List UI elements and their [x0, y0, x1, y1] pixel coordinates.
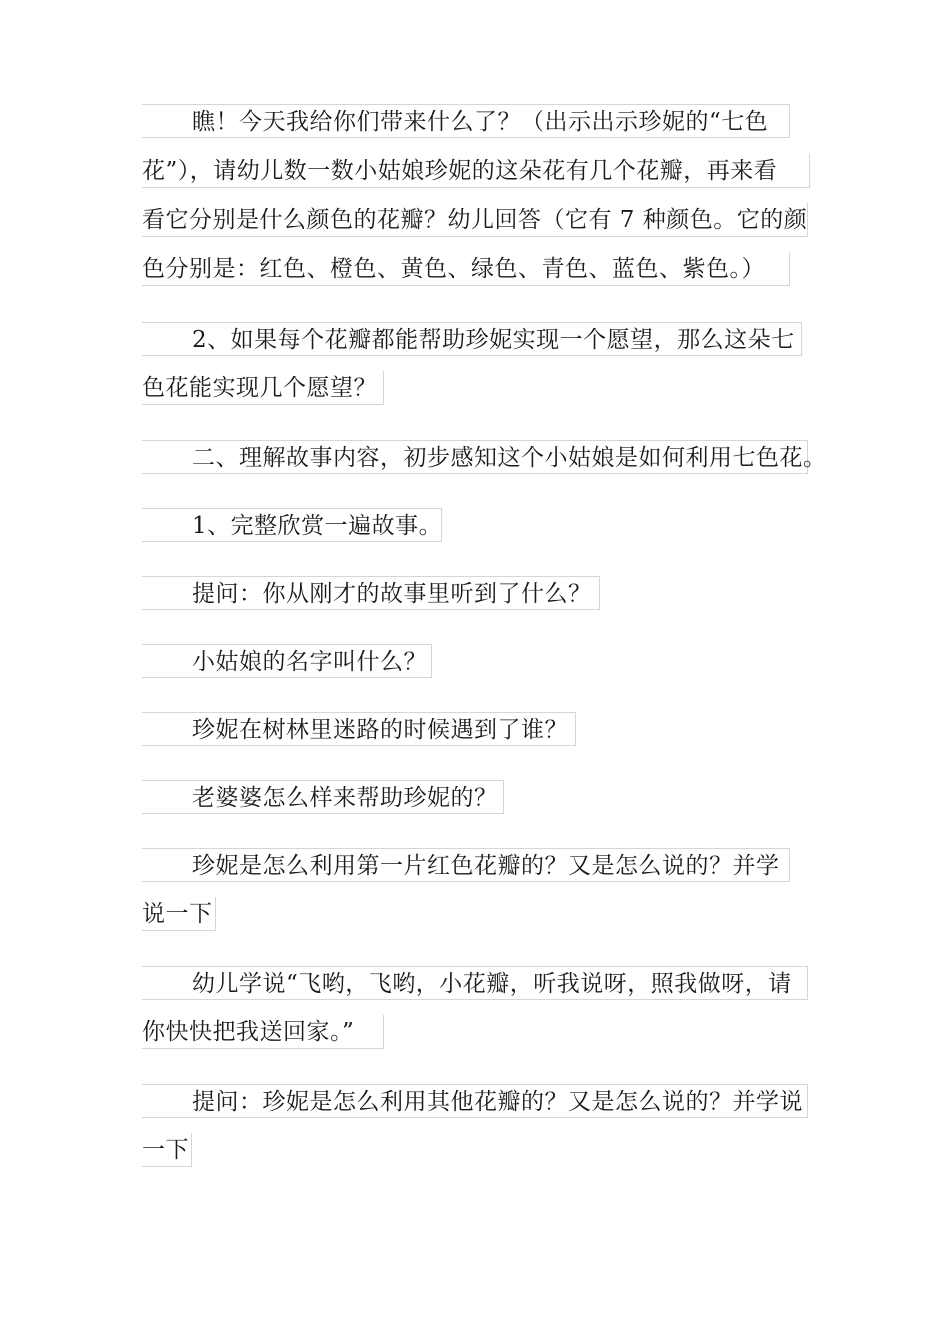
paragraph-1-line-1: 瞧！今天我给你们带来什么了？（出示出示珍妮的“七色 — [142, 104, 790, 138]
paragraph-2-line-1: 2、如果每个花瓣都能帮助珍妮实现一个愿望，那么这朵七 — [142, 322, 802, 356]
paragraph-10-line-1: 幼儿学说“飞哟，飞哟，小花瓣，听我说呀，照我做呀，请 — [142, 966, 808, 1000]
paragraph-4-line-1: 1、完整欣赏一遍故事。 — [142, 508, 442, 542]
paragraph-10-line-2: 你快快把我送回家。” — [142, 1015, 384, 1049]
paragraph-9-line-1: 珍妮是怎么利用第一片红色花瓣的？又是怎么说的？并学 — [142, 848, 790, 882]
paragraph-9-line-2: 说一下 — [142, 897, 216, 931]
paragraph-1-line-2: 花”），请幼儿数一数小姑娘珍妮的这朵花有几个花瓣，再来看 — [142, 154, 810, 188]
paragraph-11-line-1: 提问：珍妮是怎么利用其他花瓣的？又是怎么说的？并学说 — [142, 1084, 808, 1118]
paragraph-2-line-2: 色花能实现几个愿望？ — [142, 371, 384, 405]
paragraph-3-line-1: 二、理解故事内容，初步感知这个小姑娘是如何利用七色花。 — [142, 440, 808, 474]
paragraph-7-line-1: 珍妮在树林里迷路的时候遇到了谁？ — [142, 712, 576, 746]
paragraph-6-line-1: 小姑娘的名字叫什么？ — [142, 644, 432, 678]
paragraph-1-line-3: 看它分别是什么颜色的花瓣？幼儿回答（它有 7 种颜色。它的颜 — [142, 203, 808, 237]
paragraph-8-line-1: 老婆婆怎么样来帮助珍妮的？ — [142, 780, 504, 814]
paragraph-1-line-4: 色分别是：红色、橙色、黄色、绿色、青色、蓝色、紫色。） — [142, 252, 790, 286]
paragraph-5-line-1: 提问：你从刚才的故事里听到了什么？ — [142, 576, 600, 610]
paragraph-11-line-2: 一下 — [142, 1133, 192, 1167]
